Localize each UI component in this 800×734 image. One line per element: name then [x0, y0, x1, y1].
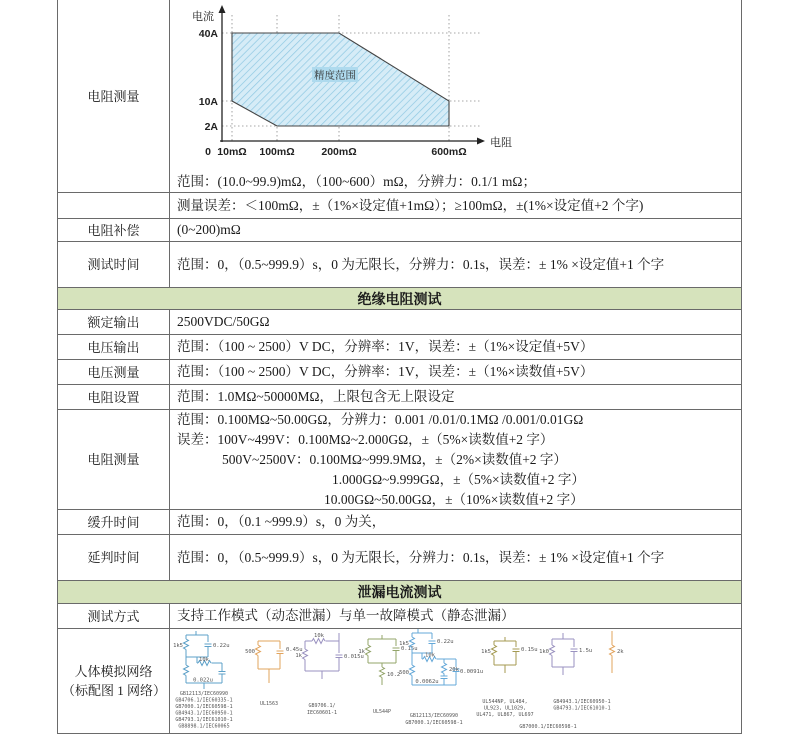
y-tick-10A: 10A	[198, 96, 218, 108]
row-content: 范围：1.0MΩ~50000MΩ，上限包含无上限设定	[177, 389, 455, 404]
accuracy-chart-svg	[174, 3, 519, 164]
x-tick-100m: 100mΩ	[259, 146, 295, 158]
y-tick-2A: 2A	[204, 121, 218, 133]
row-label: 电阻补偿	[58, 219, 170, 241]
svg-text:1k: 1k	[358, 649, 365, 655]
svg-text:0.022u: 0.022u	[193, 677, 213, 684]
row-content: 支持工作模式（动态泄漏）与单一故障模式（静态泄漏）	[177, 608, 515, 623]
row-voltage-output	[58, 335, 741, 360]
spec-line: 范围：0.100MΩ~50.00GΩ，分辨力：0.001 /0.01/0.1MΩ /0.001/0.01GΩ	[177, 411, 584, 427]
y-tick-40A: 40A	[198, 28, 218, 40]
svg-text:UL471, UL867, UL697: UL471, UL867, UL697	[476, 712, 534, 718]
section-header-insulation: 绝缘电阻测试	[58, 288, 741, 309]
row-content: 范围：0，（0.1 ~999.9）s，0 为关，	[177, 514, 386, 529]
x-axis-arrow-icon	[477, 138, 485, 145]
row-label: 额定输出	[58, 310, 170, 334]
region-label: 精度范围	[314, 70, 356, 82]
row-label: 电压输出	[58, 335, 170, 359]
network-2-circuit	[245, 641, 303, 683]
x-tick-200m: 200mΩ	[321, 146, 357, 158]
y-axis-arrow-icon	[219, 5, 226, 13]
svg-text:GB7000.1/IEC60598-1: GB7000.1/IEC60598-1	[405, 720, 463, 726]
row-test-mode	[58, 604, 741, 629]
svg-text:0.15u: 0.15u	[521, 647, 538, 653]
x-tick-0: 0	[205, 146, 211, 158]
row-content: (0~200)mΩ	[177, 222, 241, 237]
row-content: 范围：（100 ~ 2500）V DC，分辨率：1V，误差：±（1%×读数值+5V）	[177, 364, 594, 379]
svg-text:0.22u: 0.22u	[213, 643, 230, 649]
svg-text:GB4793.1/IEC61010-1: GB4793.1/IEC61010-1	[175, 717, 233, 723]
row-ramp-time	[58, 510, 741, 535]
row-label: 缓升时间	[58, 510, 170, 534]
row-content	[170, 410, 741, 509]
svg-text:1.5u: 1.5u	[579, 648, 593, 654]
row-ir-resistance-measurement	[58, 410, 741, 510]
network-diagrams	[170, 629, 742, 733]
network-5-circuit	[399, 629, 483, 685]
svg-text:GB7000.1/IEC60598-1: GB7000.1/IEC60598-1	[175, 704, 233, 710]
row-label: 测试方式	[58, 604, 170, 628]
row-content: 范围：（100 ~ 2500）V DC，分辨率：1V，误差：±（1%×设定值+5V）	[177, 339, 594, 354]
row-resistance-measurement	[58, 0, 741, 193]
svg-text:20k: 20k	[449, 667, 459, 673]
svg-text:UL923, UL1029,: UL923, UL1029,	[483, 705, 527, 712]
svg-text:0.0062u: 0.0062u	[415, 679, 439, 685]
row-judge-delay-time	[58, 535, 741, 581]
svg-text:0.22u: 0.22u	[437, 639, 454, 645]
svg-text:500: 500	[399, 670, 409, 676]
row-voltage-measurement	[58, 360, 741, 385]
svg-text:UL544P: UL544P	[372, 709, 392, 715]
svg-text:0.45u: 0.45u	[286, 647, 303, 653]
svg-text:0.015u: 0.015u	[344, 654, 364, 660]
svg-text:10.2: 10.2	[387, 672, 401, 678]
network-1-circuit	[173, 631, 230, 689]
row-label: 电压测量	[58, 360, 170, 384]
network-7-circuit	[539, 633, 592, 675]
svg-text:GB12113/IEC60990: GB12113/IEC60990	[179, 691, 229, 697]
row-content	[170, 629, 742, 733]
spec-line: 10.00GΩ~50.00GΩ，±（10%×读数值+2 字）	[324, 491, 584, 507]
row-body-networks	[58, 629, 741, 734]
row-content: 测量误差：＜100mΩ，±（1%×设定值+1mΩ）；≥100mΩ，±(1%×设定值+2 个字)	[177, 197, 644, 213]
svg-text:IEC60601-1: IEC60601-1	[306, 710, 338, 716]
spec-line: 1.000GΩ~9.999GΩ，±（5%×读数值+2 字）	[332, 471, 585, 487]
svg-text:GB7000.1/IEC60598-1: GB7000.1/IEC60598-1	[519, 724, 577, 730]
svg-text:10k: 10k	[425, 652, 435, 659]
svg-text:GB9706.1/: GB9706.1/	[308, 703, 336, 709]
svg-text:0.0091u: 0.0091u	[460, 669, 484, 675]
svg-text:GB4793.1/IEC61010-1: GB4793.1/IEC61010-1	[553, 705, 611, 712]
row-label: 测试时间	[58, 242, 170, 287]
row-resistance-setting	[58, 385, 741, 410]
row-rated-output	[58, 310, 741, 335]
accuracy-chart	[170, 0, 741, 170]
row-label: 电阻设置	[58, 385, 170, 409]
network-6-circuit	[481, 637, 538, 673]
svg-text:UL1563: UL1563	[259, 701, 279, 707]
network-8-circuit	[610, 631, 625, 673]
range-spec-line: 范围：(10.0~99.9)mΩ，（100~600）mΩ，分辨力：0.1/1 mΩ；	[177, 174, 536, 189]
spec-table	[57, 0, 742, 734]
row-label: 电阻测量	[58, 0, 170, 192]
svg-text:0.15u: 0.15u	[401, 646, 418, 652]
svg-text:GB12113/IEC60990: GB12113/IEC60990	[409, 713, 459, 719]
svg-text:1k: 1k	[295, 653, 302, 659]
svg-text:2k: 2k	[617, 649, 624, 655]
row-test-time	[58, 242, 741, 288]
svg-text:GB4943.1/IEC60950-1: GB4943.1/IEC60950-1	[553, 699, 611, 705]
svg-text:1k5: 1k5	[399, 641, 409, 647]
x-axis-title: 电阻	[490, 137, 512, 149]
spec-line: 500V~2500V：0.100MΩ~999.9MΩ，±（2%×读数值+2 字）	[222, 451, 567, 467]
row-content	[170, 0, 741, 192]
svg-text:GB4706.1/IEC60335-1: GB4706.1/IEC60335-1	[175, 697, 233, 704]
row-label: 电阻测量	[58, 410, 170, 509]
svg-text:10k: 10k	[199, 657, 209, 663]
network-captions	[175, 691, 610, 730]
svg-text:1k5: 1k5	[173, 643, 183, 649]
row-label: 延判时间	[58, 535, 170, 580]
svg-text:GB4943.1/IEC60950-1: GB4943.1/IEC60950-1	[175, 710, 233, 717]
svg-text:GB8898.1/IEC60065: GB8898.1/IEC60065	[178, 723, 230, 730]
x-tick-600m: 600mΩ	[431, 146, 467, 158]
section-row-leakage	[58, 581, 741, 604]
row-content: 范围：0，（0.5~999.9）s，0 为无限长，分辨力：0.1s，误差：± 1% ×设定值+1 个字	[177, 256, 665, 272]
svg-text:10k: 10k	[314, 633, 324, 639]
x-tick-10m: 10mΩ	[217, 146, 247, 158]
svg-text:500: 500	[245, 649, 255, 655]
section-header-leakage: 泄漏电流测试	[58, 581, 741, 603]
section-row-insulation	[58, 288, 741, 310]
row-label	[58, 193, 170, 218]
network-3-circuit	[295, 633, 364, 679]
row-measurement-error	[58, 193, 741, 219]
spec-line: 误差：100V~499V：0.100MΩ~2.000GΩ，±（5%×读数值+2 字）	[177, 431, 554, 447]
svg-text:1k5: 1k5	[481, 649, 491, 655]
row-content: 2500VDC/50GΩ	[177, 314, 270, 329]
row-resistance-compensation	[58, 219, 741, 242]
row-content: 范围：0，（0.5~999.9）s，0 为无限长，分辨力：0.1s，误差：± 1% ×设定值+1 个字	[177, 549, 665, 565]
svg-text:1k0: 1k0	[539, 649, 549, 655]
svg-text:UL544NP, UL484,: UL544NP, UL484,	[482, 699, 528, 705]
row-label: 人体模拟网络（标配图 1 网络）	[58, 629, 170, 733]
y-axis-title: 电流	[192, 11, 214, 23]
